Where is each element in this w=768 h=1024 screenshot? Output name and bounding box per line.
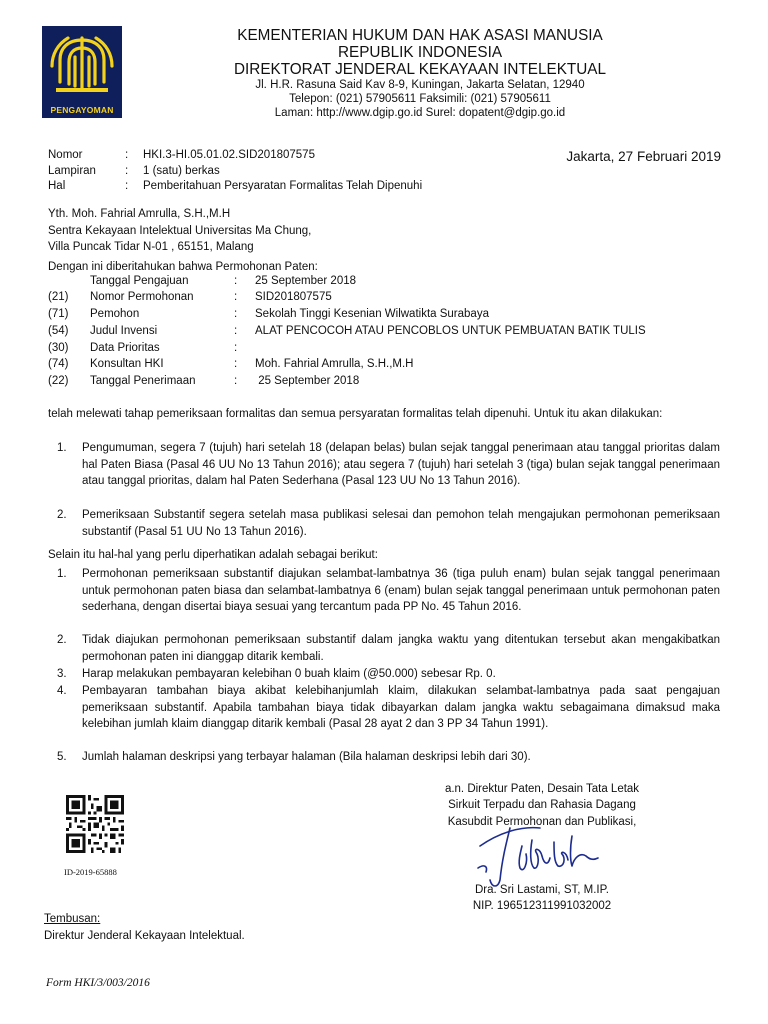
intro-text: Dengan ini diberitahukan bahwa Permohonan Paten: <box>48 261 318 273</box>
cc-text: Direktur Jenderal Kekayaan Intelektual. <box>44 929 245 942</box>
list-item <box>48 683 720 733</box>
cc-block <box>44 911 245 944</box>
detail-value: 25 September 2018 <box>255 375 360 387</box>
handwritten-signature <box>470 818 610 892</box>
list-text: Pembayaran tambahan biaya akibat kelebihanjumlah klaim, dilakukan selambat-lambatnya pada saat pengajuan pemeriksaan substantif. Apabila tambahan biaya tidak dibayarkan dalam jangka waktu sebagaimana dimaksud maka kelebihan jumlah klaim dianggap ditarik kembali (Pasal 28 ayat 2 dan 3 PP 34 Tahun 1991). <box>82 685 720 731</box>
list-number: 1. <box>57 442 67 454</box>
detail-colon: : <box>234 275 238 287</box>
list-text: Pengumuman, segera 7 (tujuh) hari setelah 18 (delapan belas) bulan sejak tanggal penerimaan atau tanggal prioritas dalam hal Paten Biasa (Pasal 46 UU No 13 Tahun 2016); atau segera 7 (tujuh) hari setelah 3 (tiga) bulan sejak tanggal penerimaan atau tanggal prioritas, dalam hal Paten Sederhana (Pasal 123 UU No 13 Tahun 2016). <box>82 442 720 488</box>
header-ministry: KEMENTERIAN HUKUM DAN HAK ASASI MANUSIA <box>237 27 603 44</box>
recipient-institution: Sentra Kekayaan Intelektual Universitas Ma Chung, <box>48 224 312 237</box>
cc-title: Tembusan: <box>44 913 101 925</box>
banyan-tree-icon <box>42 26 122 106</box>
detail-key: Konsultan HKI <box>90 358 164 370</box>
signatory-name: Dra. Sri Lastami, ST, M.IP. <box>475 884 609 896</box>
detail-key: Data Prioritas <box>90 342 160 354</box>
qr-code-icon <box>66 795 124 853</box>
header-directorate: DIREKTORAT JENDERAL KEKAYAAN INTELEKTUAL <box>233 61 607 78</box>
detail-value: SID201807575 <box>255 291 332 303</box>
signature-title-line: a.n. Direktur Paten, Desain Tata Letak <box>444 783 640 795</box>
detail-key: Pemohon <box>90 308 140 320</box>
list-text: Harap melakukan pembayaran kelebihan 0 buah klaim (@50.000) sebesar Rp. 0. <box>82 668 496 680</box>
recipient-block <box>48 206 311 256</box>
detail-value: 25 September 2018 <box>255 275 357 287</box>
detail-num: (71) <box>48 308 69 320</box>
detail-colon: : <box>234 342 238 354</box>
meta-value: HKI.3-HI.05.01.02.SID201807575 <box>143 149 315 161</box>
meta-key: Lampiran <box>48 165 96 177</box>
detail-key: Judul Invensi <box>90 325 158 337</box>
list-text: Permohonan pemeriksaan substantif diajukan selambat-lambatnya 36 (tiga puluh enam) bulan sejak tanggal penerimaan untuk permohonan paten biasa dan selambat-lambatnya 6 (enam) bulan sejak tanggal penerimaan untuk permohonan paten sederhana, dengan disertai biaya sesuai yang tercantum pada PP No. 45 Tahun 2016. <box>82 568 720 614</box>
detail-num: (30) <box>48 342 69 354</box>
signatory-nip: NIP. 196512311991032002 <box>472 900 612 913</box>
meta-colon: : <box>125 180 129 192</box>
detail-colon: : <box>234 375 238 387</box>
detail-value: ALAT PENCOCOH ATAU PENCOBLOS UNTUK PEMBUATAN BATIK TULIS <box>255 325 646 337</box>
recipient-name: Yth. Moh. Fahrial Amrulla, S.H.,M.H <box>48 208 231 220</box>
detail-key: Nomor Permohonan <box>90 291 194 303</box>
header-phone: Telepon: (021) 57905611 Faksimili: (021) 57905611 <box>289 93 551 105</box>
list-item <box>48 666 720 683</box>
list-item <box>48 440 720 490</box>
meta-colon: : <box>125 165 129 177</box>
meta-key: Nomor <box>48 149 83 161</box>
recipient-address: Villa Puncak Tidar N-01 , 65151, Malang <box>48 241 254 253</box>
list-number: 1. <box>57 568 67 580</box>
meta-value: 1 (satu) berkas <box>143 165 220 177</box>
list-text: Tidak diajukan permohonan pemeriksaan substantif dalam jangka waktu yang ditentukan tersebut akan mengakibatkan permohonan paten ini dianggap ditarik kembali. <box>82 634 720 663</box>
form-code: Form HKI/3/003/2016 <box>46 977 150 989</box>
detail-colon: : <box>234 308 238 320</box>
header-website: Laman: http://www.dgip.go.id Surel: dopatent@dgip.go.id <box>274 107 566 119</box>
detail-num: (54) <box>48 325 69 337</box>
list-item <box>48 507 720 540</box>
list-number: 3. <box>57 668 67 680</box>
list-number: 2. <box>57 509 67 521</box>
list-item <box>48 749 720 766</box>
logo-text: PENGAYOMAN <box>50 105 114 115</box>
detail-num: (21) <box>48 291 69 303</box>
formalities-paragraph: telah melewati tahap pemeriksaan formalitas dan semua persyaratan formalitas telah dipenuhi. Untuk itu akan dilakukan: <box>48 408 663 420</box>
detail-colon: : <box>234 325 238 337</box>
list-item <box>48 566 720 616</box>
list-text: Jumlah halaman deskripsi yang terbayar halaman (Bila halaman deskripsi lebih dari 30). <box>82 751 531 763</box>
pengayoman-logo <box>42 26 122 118</box>
detail-colon: : <box>234 291 238 303</box>
header-republic: REPUBLIK INDONESIA <box>337 44 503 61</box>
detail-colon: : <box>234 358 238 370</box>
detail-value: Moh. Fahrial Amrulla, S.H.,M.H <box>255 358 414 370</box>
meta-value: Pemberitahuan Persyaratan Formalitas Telah Dipenuhi <box>143 180 423 192</box>
detail-key: Tanggal Penerimaan <box>90 375 196 387</box>
list-item <box>48 632 720 665</box>
list-number: 2. <box>57 634 67 646</box>
qr-id-label: ID-2019-65888 <box>64 867 117 877</box>
list-number: 4. <box>57 685 67 697</box>
header-address: Jl. H.R. Rasuna Said Kav 8-9, Kuningan, Jakarta Selatan, 12940 <box>255 79 585 91</box>
meta-key: Hal <box>48 180 66 192</box>
signature-title-line: Kasubdit Permohonan dan Publikasi, <box>447 815 637 828</box>
detail-num: (22) <box>48 375 69 387</box>
detail-key: Tanggal Pengajuan <box>90 275 189 287</box>
detail-value: Sekolah Tinggi Kesenian Wilwatikta Surabaya <box>255 308 489 320</box>
meta-colon: : <box>125 149 129 161</box>
signatory-block <box>382 882 702 915</box>
signature-title-line: Sirkuit Terpadu dan Rahasia Dagang <box>448 799 636 812</box>
notes-paragraph: Selain itu hal-hal yang perlu diperhatikan adalah sebagai berikut: <box>48 549 378 561</box>
detail-num: (74) <box>48 358 69 370</box>
list-number: 5. <box>57 751 67 763</box>
letter-date: Jakarta, 27 Februari 2019 <box>566 149 721 164</box>
list-text: Pemeriksaan Substantif segera setelah masa publikasi selesai dan pemohon telah mengajukan permohonan pemeriksaan substantif (Pasal 51 UU No 13 Tahun 2016). <box>82 509 720 538</box>
